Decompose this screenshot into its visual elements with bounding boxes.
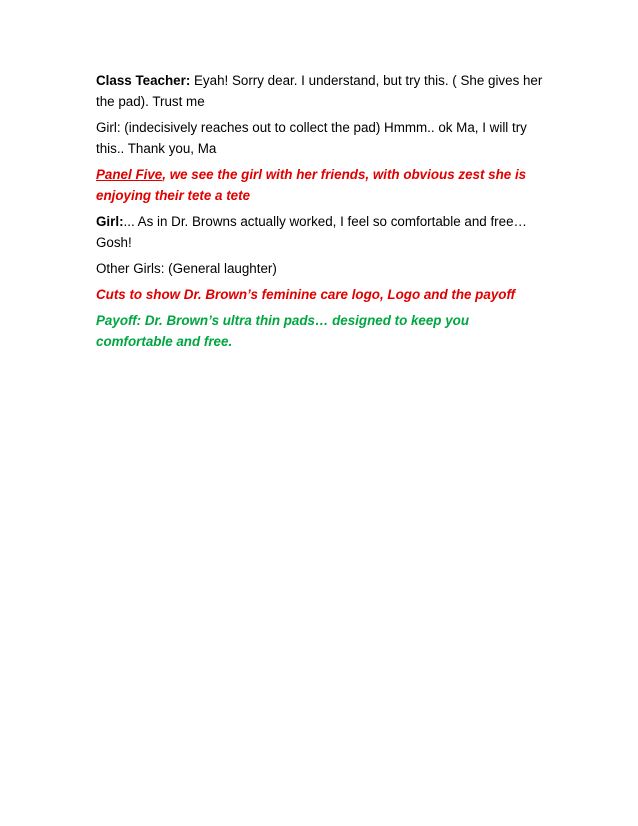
- panel-heading: Panel Five: [96, 167, 163, 182]
- document-body: [96, 70, 546, 357]
- dialogue-class-teacher: [96, 70, 546, 112]
- panel-direction: [96, 164, 546, 206]
- speaker-girl: Girl:: [96, 214, 124, 229]
- panel-direction-text: , we see the girl with her friends, with obvious zest she is enjoying their tete a tete: [96, 167, 527, 203]
- payoff-line: [96, 310, 546, 352]
- dialogue-text: Other Girls: (General laughter): [96, 261, 277, 276]
- cut-direction: [96, 284, 546, 305]
- dialogue-text: Eyah! Sorry dear. I understand, but try this. ( She gives her the pad). Trust me: [96, 73, 543, 109]
- dialogue-other-girls: [96, 258, 546, 279]
- dialogue-girl-action: [96, 117, 546, 159]
- speaker-class-teacher: Class Teacher:: [96, 73, 191, 88]
- dialogue-girl: [96, 211, 546, 253]
- dialogue-text: Girl: (indecisively reaches out to collect the pad) Hmmm.. ok Ma, I will try this.. Thank you, Ma: [96, 120, 527, 156]
- dialogue-text: ... As in Dr. Browns actually worked, I feel so comfortable and free… Gosh!: [96, 214, 527, 250]
- payoff-text: Payoff: Dr. Brown’s ultra thin pads… designed to keep you comfortable and free.: [96, 313, 470, 349]
- cut-direction-text: Cuts to show Dr. Brown’s feminine care logo, Logo and the payoff: [96, 287, 516, 302]
